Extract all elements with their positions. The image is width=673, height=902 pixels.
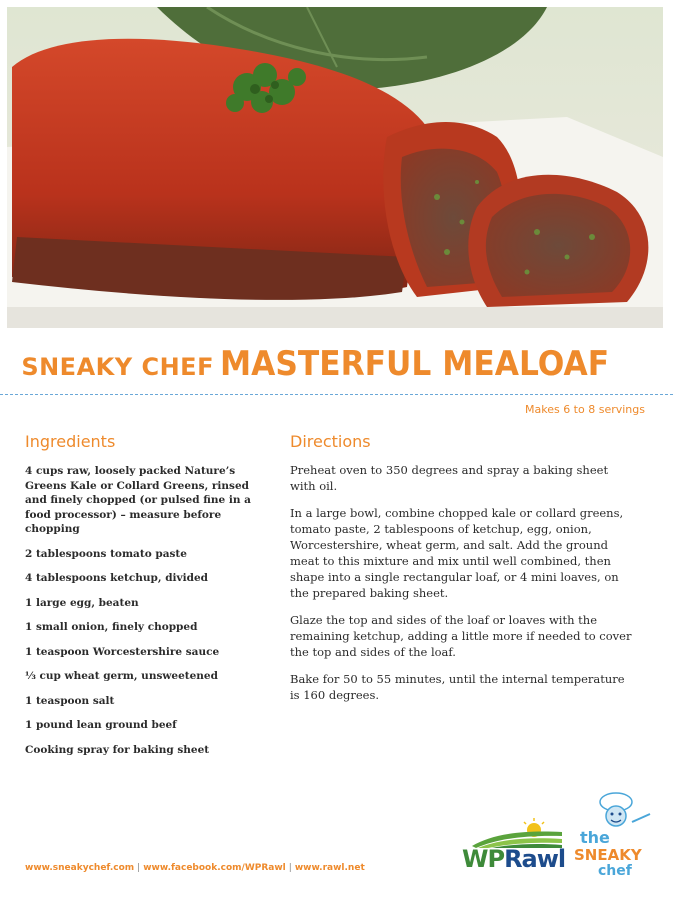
ingredient-item: 1 large egg, beaten bbox=[25, 596, 139, 609]
directions-list bbox=[290, 462, 635, 714]
title-dish: MASTERFUL MEALOAF bbox=[220, 344, 610, 384]
rawl-wordmark: Rawl bbox=[504, 845, 566, 873]
servings-text: Makes 6 to 8 servings bbox=[524, 403, 645, 416]
sneaky-chef-the: the bbox=[580, 828, 610, 847]
directions-heading: Directions bbox=[290, 432, 371, 451]
title-brand: SNEAKY CHEF bbox=[21, 353, 214, 381]
sneaky-chef-sneaky: SNEAKY bbox=[574, 846, 642, 864]
hero-photo bbox=[7, 7, 663, 328]
wp-rawl-wordmark bbox=[462, 845, 565, 873]
footer-links bbox=[25, 863, 365, 873]
footer-separator: | bbox=[288, 863, 292, 873]
wp-rawl-logo bbox=[462, 818, 567, 878]
direction-step: Bake for 50 to 55 minutes, until the internal temperature is 160 degrees. bbox=[290, 672, 625, 702]
direction-step: Glaze the top and sides of the loaf or loaves with the remaining ketchup, adding a little more if needed to cover the top and sides of the loaf. bbox=[290, 613, 632, 659]
footer-link-sneakychef[interactable]: www.sneakychef.com bbox=[25, 863, 135, 873]
sneaky-chef-chef: chef bbox=[598, 863, 632, 879]
sun-field-icon bbox=[462, 818, 567, 848]
ingredients-heading: Ingredients bbox=[25, 432, 116, 451]
footer-link-facebook[interactable]: www.facebook.com/WPRawl bbox=[143, 863, 286, 873]
sneaky-chef-logo bbox=[572, 792, 662, 884]
chef-mascot-icon bbox=[572, 792, 662, 832]
ingredient-item: 4 tablespoons ketchup, divided bbox=[25, 572, 208, 584]
footer-separator: | bbox=[137, 863, 141, 873]
direction-step: Preheat oven to 350 degrees and spray a baking sheet with oil. bbox=[290, 463, 609, 493]
wp-wordmark: WP bbox=[462, 845, 505, 873]
ingredient-item: 1 teaspoon Worcestershire sauce bbox=[25, 645, 220, 658]
recipe-title bbox=[21, 344, 643, 384]
meatloaf-illustration bbox=[7, 7, 663, 328]
direction-step: In a large bowl, combine chopped kale or collard greens, tomato paste, 2 tablespoons of ketchup, egg, onion, Worcestershire, wheat germ, and salt. Add the ground meat to this mixture and mix until well combined, then shape into a single rectangular loaf, or 4 mini loaves, on the prepared baking sheet. bbox=[290, 506, 624, 600]
ingredient-item: Cooking spray for baking sheet bbox=[25, 743, 210, 756]
footer-link-rawl[interactable]: www.rawl.net bbox=[294, 863, 365, 873]
ingredient-item: ⅓ cup wheat germ, unsweetened bbox=[25, 670, 218, 682]
ingredient-item: 1 teaspoon salt bbox=[25, 694, 115, 707]
ingredient-item: 2 tablespoons tomato paste bbox=[25, 547, 187, 560]
dashed-divider bbox=[0, 394, 673, 395]
ingredients-list bbox=[25, 464, 265, 767]
ingredient-item: 4 cups raw, loosely packed Nature’s Greens Kale or Collard Greens, rinsed and finely chopped (or pulsed fine in a food processor) – measure before chopping bbox=[25, 465, 251, 535]
ingredient-item: 1 small onion, finely chopped bbox=[25, 621, 198, 633]
ingredient-item: 1 pound lean ground beef bbox=[25, 719, 177, 731]
